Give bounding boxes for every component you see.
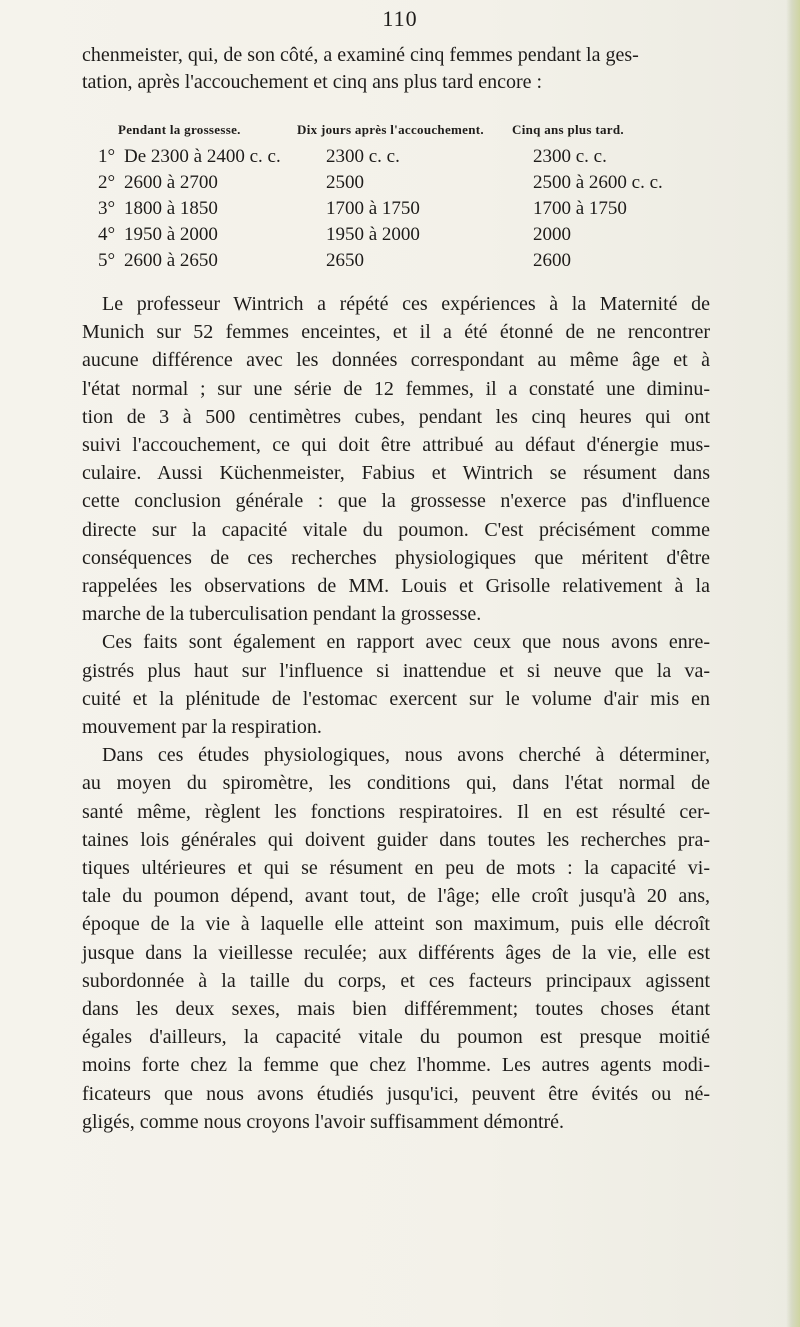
table-row xyxy=(82,198,722,224)
row-number: 4° xyxy=(98,224,116,245)
row-number: 3° xyxy=(98,198,116,219)
text-line: culaire. Aussi Küchenmeister, Fabius et Wintrich se résument dans xyxy=(82,462,710,485)
text-line: époque de la vie à laquelle elle atteint son maximum, puis elle décroît xyxy=(82,913,710,936)
text-line: l'état normal ; sur une série de 12 femmes, il a constaté une diminu- xyxy=(82,377,710,400)
text-line: subordonnée à la taille du corps, et ces facteurs principaux agissent xyxy=(82,969,710,992)
text-line: ficateurs que nous avons étudiés jusqu'ici, peuvent être évités ou né- xyxy=(82,1082,710,1105)
text-line: cette conclusion générale : que la grossesse n'exerce pas d'influence xyxy=(82,490,710,513)
text-line: tiques ultérieures et qui se résument en peu de mots : la capacité vi- xyxy=(82,857,710,880)
vital-capacity-table xyxy=(82,122,722,276)
cell-pregnancy: 2600 à 2700 xyxy=(124,172,218,193)
text-line: chenmeister, qui, de son côté, a examiné cinq femmes pendant la ges- xyxy=(82,44,639,66)
cell-after-birth: 1950 à 2000 xyxy=(326,224,420,245)
cell-five-years: 2000 xyxy=(533,224,571,245)
column-header: Pendant la grossesse. xyxy=(118,122,241,137)
text-line: Dans ces études physiologiques, nous avons cherché à déterminer, xyxy=(102,744,710,767)
row-number: 1° xyxy=(98,146,116,167)
cell-five-years: 2300 c. c. xyxy=(533,146,607,167)
row-number: 2° xyxy=(98,172,116,193)
table-row xyxy=(82,146,722,172)
page-number: 110 xyxy=(382,6,418,31)
text-line: conséquences de ces recherches physiologiques que méritent d'être xyxy=(82,546,710,569)
cell-after-birth: 1700 à 1750 xyxy=(326,198,420,219)
cell-pregnancy: 2600 à 2650 xyxy=(124,250,218,271)
cell-after-birth: 2300 c. c. xyxy=(326,146,400,167)
cell-pregnancy: 1800 à 1850 xyxy=(124,198,218,219)
text-line: tion de 3 à 500 centimètres cubes, pendant les cinq heures qui ont xyxy=(82,405,710,428)
text-line: santé même, règlent les fonctions respiratoires. Il en est résulté cer- xyxy=(82,800,710,823)
text-line: dans les deux sexes, mais bien différemment; toutes choses étant xyxy=(82,998,710,1021)
table-row xyxy=(82,172,722,198)
text-line: taines lois générales qui doivent guider dans toutes les recherches pra- xyxy=(82,828,710,851)
table-row xyxy=(82,250,722,276)
text-line: tation, après l'accouchement et cinq ans plus tard encore : xyxy=(82,71,543,93)
text-line: suivi l'accouchement, ce qui doit être attribué au défaut d'énergie mus- xyxy=(82,434,710,457)
text-line: Munich sur 52 femmes enceintes, et il a été étonné de ne rencontrer xyxy=(82,321,710,344)
column-header: Cinq ans plus tard. xyxy=(512,122,624,137)
text-line: directe sur la capacité vitale du poumon. C'est précisément comme xyxy=(82,518,710,541)
body-text xyxy=(82,290,710,1136)
row-number: 5° xyxy=(98,250,116,271)
text-line: mouvement par la respiration. xyxy=(82,716,322,739)
table-row xyxy=(82,224,722,250)
text-line: rappelées les observations de MM. Louis et Grisolle relativement à la xyxy=(82,575,710,598)
table-header xyxy=(82,122,722,146)
cell-after-birth: 2500 xyxy=(326,172,364,193)
text-line: au moyen du spiromètre, les conditions qui, dans l'état normal de xyxy=(82,772,710,795)
cell-five-years: 1700 à 1750 xyxy=(533,198,627,219)
text-line: moins forte chez la femme que chez l'homme. Les autres agents modi- xyxy=(82,1054,710,1077)
intro-paragraph xyxy=(82,42,710,96)
cell-five-years: 2600 xyxy=(533,250,571,271)
column-header: Dix jours après l'accouchement. xyxy=(297,122,484,137)
text-line: gistrés plus haut sur l'influence si inattendue et si neuve que la va- xyxy=(82,659,710,682)
cell-pregnancy: 1950 à 2000 xyxy=(124,224,218,245)
text-line: aucune différence avec les données correspondant au même âge et à xyxy=(82,349,710,372)
text-line: Ces faits sont également en rapport avec ceux que nous avons enre- xyxy=(102,631,710,654)
page-edge xyxy=(786,0,800,1327)
text-line: jusque dans la vieillesse reculée; aux différents âges de la vie, elle est xyxy=(82,941,710,964)
text-line: marche de la tuberculisation pendant la grossesse. xyxy=(82,603,482,626)
text-line: Le professeur Wintrich a répété ces expériences à la Maternité de xyxy=(102,293,710,315)
text-line: gligés, comme nous croyons l'avoir suffisamment démontré. xyxy=(82,1110,565,1133)
cell-after-birth: 2650 xyxy=(326,250,364,271)
text-line: tale du poumon dépend, avant tout, de l'âge; elle croît jusqu'à 20 ans, xyxy=(82,885,710,908)
cell-pregnancy: De 2300 à 2400 c. c. xyxy=(124,146,281,167)
text-line: égales d'ailleurs, la capacité vitale du poumon est presque moitié xyxy=(82,1026,710,1049)
cell-five-years: 2500 à 2600 c. c. xyxy=(533,172,663,193)
text-line: cuité et la plénitude de l'estomac exercent sur le volume d'air mis en xyxy=(82,687,710,710)
